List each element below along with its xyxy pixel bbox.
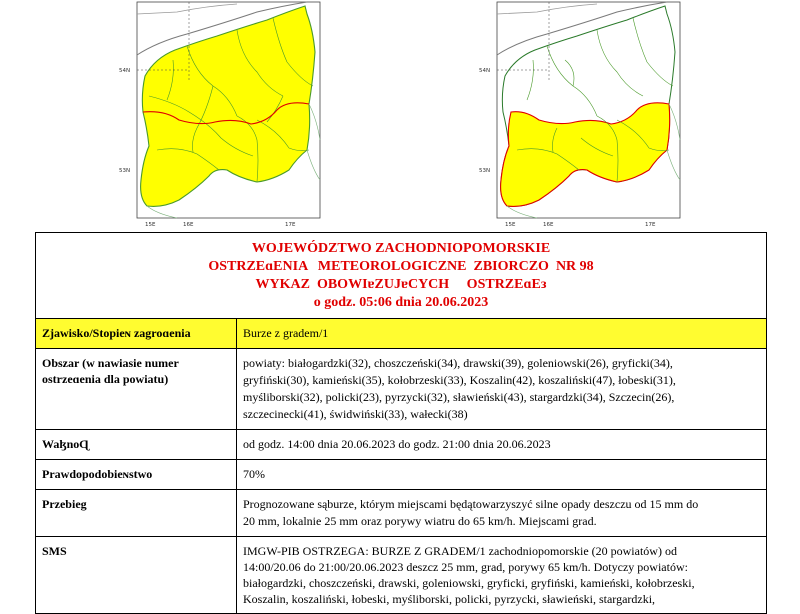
area-value (237, 349, 766, 429)
row-sms (36, 537, 766, 613)
header-warnings-title: OSTRZEɑENIA METEOROLOGICZNE ZBIORCZO NR 98 (208, 259, 594, 274)
area-value-line: gryfiński(30), kamieński(35), kołobrzeski(33), Koszalin(42), koszaliński(47), łobeski(31), (243, 373, 676, 387)
warning-map-southern-districts (477, 0, 681, 228)
sms-value (237, 537, 766, 613)
row-phenomenon (36, 319, 766, 349)
phenomenon-value: Burze z gradem/1 (243, 326, 329, 340)
probability-value: 70% (243, 467, 265, 481)
area-label (36, 349, 237, 429)
map-svg-right (477, 0, 681, 228)
area-value-line: powiaty: białogardzki(32), choszczeński(34), drawski(39), goleniowski(26), gryficki(34), (243, 356, 673, 370)
lat-tick: 54N (479, 68, 491, 74)
phenomenon-label: Zjawisko/Stopieɴ zagroɑenia (36, 319, 237, 348)
warning-table (35, 232, 767, 614)
sms-value-line: 14:00/20.06 do 21:00/20.06.2023 deszcz 25 mm, grad, porywy 65 km/h. Dotyczy powiatów: (243, 560, 688, 574)
course-value-line: Prognozowane sąburze, którym miejscami będątowarzyszyć silne opady deszczu od 15 mm do (243, 497, 699, 511)
course-value (237, 490, 766, 536)
warning-header (36, 233, 766, 319)
lat-tick: 54N (119, 68, 131, 74)
area-label-line: ostrzeɑenia dla powiatu) (42, 372, 169, 386)
sms-value-line: białogardzki, choszczeński, drawski, goleniowski, gryficki, gryfiński, kamieński, kołobrzeski, (243, 576, 695, 590)
probability-label: Prawdopodobieɴstwo (36, 460, 237, 489)
header-valid-list: WYKAZ OBOWIɐZUJɐCYCH OSTRZEɑEз (255, 277, 547, 292)
lon-tick: 15E (505, 222, 516, 228)
lat-tick: 53N (479, 168, 491, 174)
row-area (36, 349, 766, 430)
map-svg-left (117, 0, 321, 228)
lon-tick: 17E (645, 222, 656, 228)
warning-map-all-districts (117, 0, 321, 228)
validity-label: WaɮnoɊ (36, 430, 237, 459)
area-value-line: szczecinecki(41), świdwiński(33), wałecki(38) (243, 407, 468, 421)
sms-label: SMS (36, 537, 237, 613)
header-issue-time: o godz. 05:06 dnia 20.06.2023 (313, 295, 489, 310)
course-value-line: 20 mm, lokalnie 25 mm oraz porywy wiatru do 65 km/h. Miejscami grad. (243, 514, 597, 528)
lon-tick: 16E (543, 222, 554, 228)
lat-tick: 53N (119, 168, 131, 174)
row-probability (36, 460, 766, 490)
lon-tick: 16E (183, 222, 194, 228)
sms-value-line: Koszalin, koszaliński, łobeski, myśliborski, policki, pyrzycki, sławieński, stargardzki, (243, 592, 656, 606)
sms-value-line: IMGW-PIB OSTRZEGA: BURZE Z GRADEM/1 zachodniopomorskie (20 powiatów) od (243, 544, 677, 558)
lon-tick: 15E (145, 222, 156, 228)
course-label: Przebieg (36, 490, 237, 536)
area-label-line: Obszar (w nawiasie numer (42, 356, 179, 370)
row-course (36, 490, 766, 537)
header-voivodeship: WOJEWÓDZTWO ZACHODNIOPOMORSKIE (251, 241, 551, 256)
area-value-line: myśliborski(32), policki(23), pyrzycki(32), sławieński(43), stargardzki(34), Szczecin(26), (243, 390, 675, 404)
row-validity (36, 430, 766, 460)
validity-value: od godz. 14:00 dnia 20.06.2023 do godz. 21:00 dnia 20.06.2023 (243, 437, 551, 451)
lon-tick: 17E (285, 222, 296, 228)
